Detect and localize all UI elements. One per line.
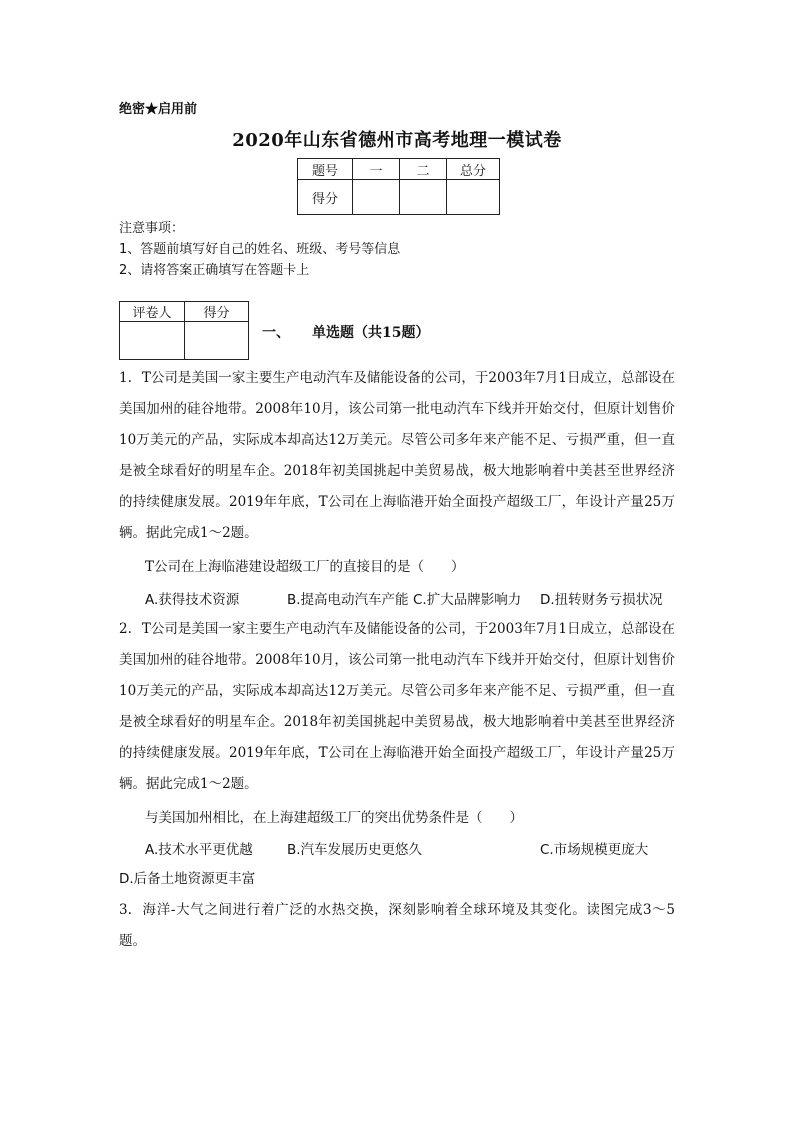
grader-table-header-row (120, 302, 249, 322)
confidential-label: 绝密★启用前 (119, 102, 198, 117)
score-cell: 题号 (298, 159, 353, 180)
score-table-score-row (298, 180, 500, 215)
section-number: 一、 (262, 325, 290, 341)
question-text: T公司是美国一家主要生产电动汽车及储能设备的公司，于2003年7月1日成立，总部设在美国加州的硅谷地带。2008年10月，该公司第一批电动汽车下线并开始交付，但原计划售价10万美元的产品，实际成本却高达12万美元。尽管公司多年来产能不足、亏损严重，但一直是被全球看好的明星车企。2018年初美国挑起中美贸易战，极大地影响着中美甚至世界经济的持续健康发展。2019年年底，T公司在上海临港开始全面投产超级工厂，年设计产量25万辆。据此完成1～2题。 (119, 621, 675, 792)
section-title: 单选题（共15题） (312, 325, 430, 341)
score-cell (400, 180, 447, 215)
score-cell: 二 (400, 159, 447, 180)
exam-title: 2020年山东省德州市高考地理一模试卷 (232, 130, 562, 151)
question-text: 海洋-大气之间进行着广泛的水热交换，深刻影响着全球环境及其变化。读图完成3～5题。 (119, 902, 675, 949)
grader-table (119, 301, 249, 360)
question-stem (119, 614, 675, 800)
question-stem (119, 895, 675, 957)
score-cell: 得分 (298, 180, 353, 215)
section-heading (262, 322, 429, 342)
option-b: B.提高电动汽车产能 (287, 592, 409, 608)
question-number: 2. (119, 621, 132, 637)
option-c: C.市场规模更庞大 (540, 842, 649, 858)
score-cell: 总分 (447, 159, 500, 180)
score-table-header-row (298, 159, 500, 180)
exam-notes (119, 218, 400, 281)
option-c: C.扩大品牌影响力 (413, 592, 522, 608)
score-cell: 一 (353, 159, 400, 180)
grader-cell (120, 322, 185, 360)
grader-cell: 得分 (185, 302, 249, 322)
question-number: 1. (119, 370, 132, 386)
score-table (297, 158, 500, 215)
grader-table-blank-row (120, 322, 249, 360)
score-cell (447, 180, 500, 215)
sub-question: T公司在上海临港建设超级工厂的直接目的是（ ） (145, 559, 465, 575)
notes-heading: 注意事项： (119, 221, 185, 236)
option-d: D.后备土地资源更丰富 (119, 871, 256, 887)
option-d: D.扭转财务亏损状况 (540, 592, 663, 608)
grader-cell (185, 322, 249, 360)
question-stem (119, 363, 675, 549)
score-cell (353, 180, 400, 215)
grader-cell: 评卷人 (120, 302, 185, 322)
notes-item: 2、请将答案正确填写在答题卡上 (119, 263, 310, 278)
option-b: B.汽车发展历史更悠久 (287, 842, 423, 858)
question-text: T公司是美国一家主要生产电动汽车及储能设备的公司，于2003年7月1日成立，总部设在美国加州的硅谷地带。2008年10月，该公司第一批电动汽车下线并开始交付，但原计划售价10万美元的产品，实际成本却高达12万美元。尽管公司多年来产能不足、亏损严重，但一直是被全球看好的明星车企。2018年初美国挑起中美贸易战，极大地影响着中美甚至世界经济的持续健康发展。2019年年底，T公司在上海临港开始全面投产超级工厂，年设计产量25万辆。据此完成1～2题。 (119, 370, 675, 541)
option-a: A.技术水平更优越 (145, 842, 253, 858)
option-a: A.获得技术资源 (145, 592, 240, 608)
sub-question: 与美国加州相比，在上海建超级工厂的突出优势条件是（ ） (145, 810, 523, 826)
question-number: 3. (119, 902, 132, 918)
notes-item: 1、答题前填写好自己的姓名、班级、考号等信息 (119, 242, 401, 257)
